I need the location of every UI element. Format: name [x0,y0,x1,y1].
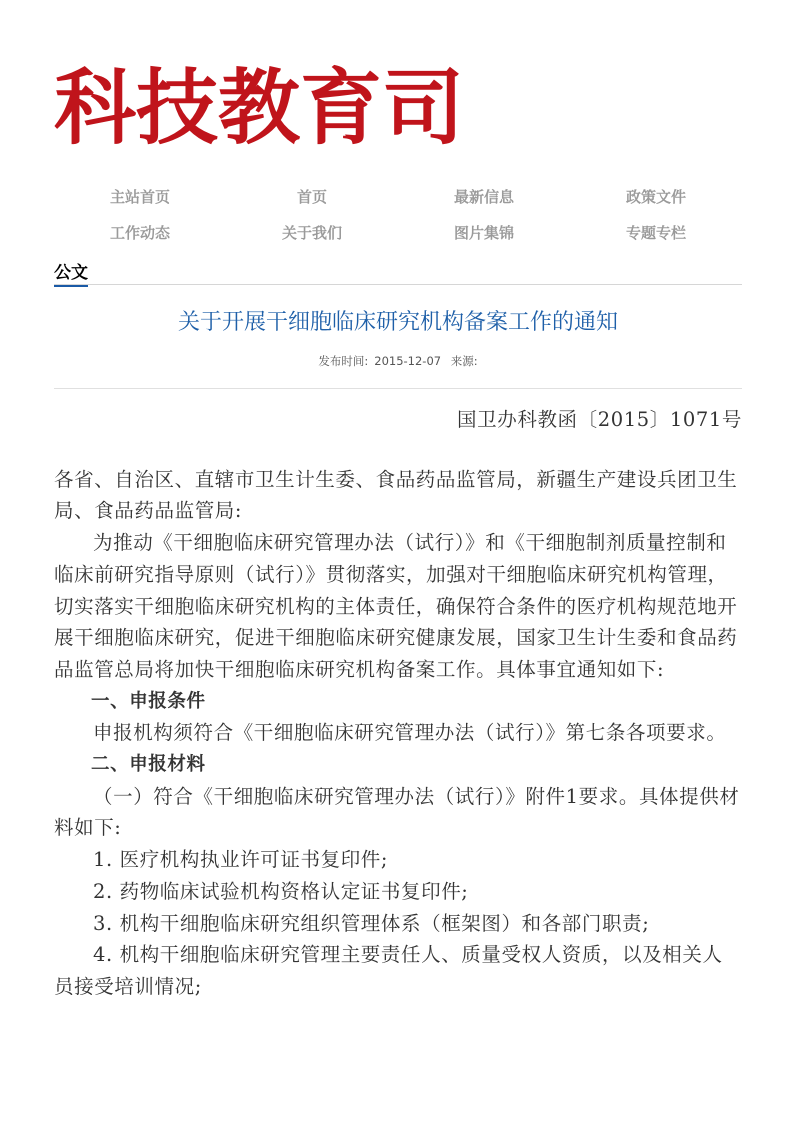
divider [54,388,742,389]
nav-item-main-home[interactable]: 主站首页 [109,187,170,206]
list-item: 1. 医疗机构执业许可证书复印件; [93,848,389,872]
nav-item-home[interactable]: 首页 [296,187,327,206]
nav-item-latest-info[interactable]: 最新信息 [453,187,514,206]
divider [54,284,742,285]
article-meta [54,353,742,369]
date-label: 发布时间: [318,354,369,368]
salutation: 各省、自治区、直辖市卫生计生委、食品药品监管局，新疆生产建设兵团卫生局、食品药品监管局: [54,467,738,523]
nav-item-photo-gallery[interactable]: 图片集锦 [453,223,514,242]
source-label: 来源: [450,354,478,368]
publish-date: 2015-12-07 [374,354,442,368]
main-nav [54,178,742,250]
document-number: 国卫办科教函〔2015〕1071号 [457,408,742,431]
section-heading-2: 二、申报材料 [91,754,206,776]
site-logo[interactable]: 科技教育司 [54,61,465,156]
paragraph-2: （一）符合《干细胞临床研究管理办法（试行）》附件1要求。具体提供材料如下: [54,784,740,840]
list-item: 3. 机构干细胞临床研究组织管理体系（框架图）和各部门职责; [93,911,650,935]
nav-item-special-topics[interactable]: 专题专栏 [625,223,686,242]
paragraph-1: 申报机构须符合《干细胞临床研究管理办法（试行）》第七条各项要求。 [93,721,727,745]
nav-row-2 [54,214,742,250]
nav-row-1 [54,178,742,214]
nav-item-about-us[interactable]: 关于我们 [281,223,342,242]
section-heading-1: 一、申报条件 [91,690,206,712]
article-title: 关于开展干细胞临床研究机构备案工作的通知 [177,310,618,335]
list-item: 4. 机构干细胞临床研究管理主要责任人、质量受权人资质，以及相关人员接受培训情况; [54,943,723,998]
section-tab-documents[interactable]: 公文 [54,258,88,287]
list-item: 2. 药物临床试验机构资格认定证书复印件; [93,879,469,903]
intro-paragraph: 为推动《干细胞临床研究管理办法（试行）》和《干细胞制剂质量控制和临床前研究指导原则（试行）》贯彻落实，加强对干细胞临床研究机构管理，切实落实干细胞临床研究机构的主体责任，确保符合条件的医疗机构规范地开展干细胞临床研究，促进干细胞临床研究健康发展，国家卫生计生委和食品药品监管总局将加快干细胞临床研究机构备案工作。具体事宜通知如下: [54,531,738,681]
article-body [54,404,742,1003]
nav-item-work-news[interactable]: 工作动态 [109,223,170,242]
nav-item-policy-docs[interactable]: 政策文件 [625,187,686,206]
